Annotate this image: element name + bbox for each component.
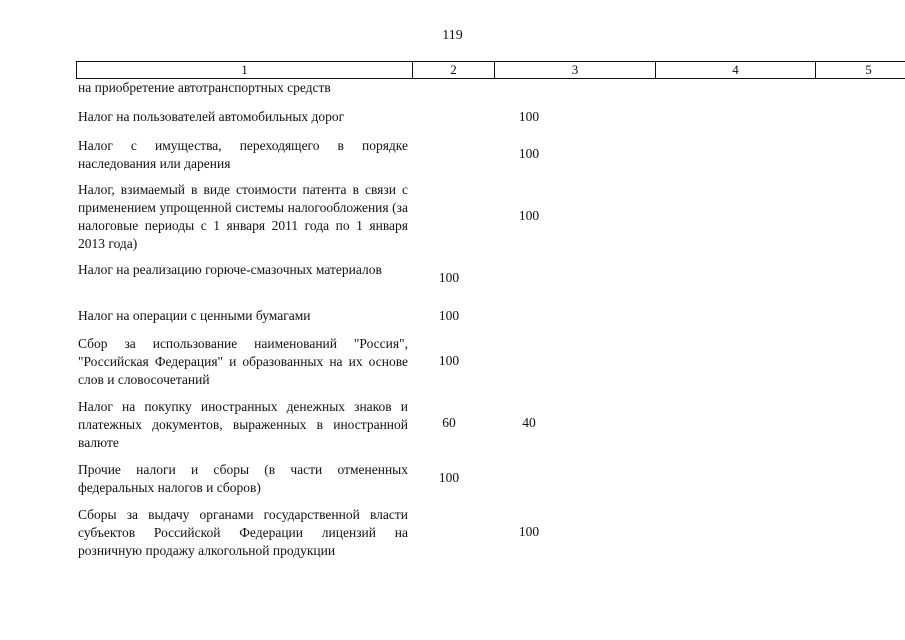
header-col-3: 3 [495,62,656,78]
row-col3: 100 [518,109,540,124]
row-name: Налог с имущества, переходящего в порядке наследования или дарения [78,138,408,171]
table-header [76,61,905,79]
header-col-4: 4 [656,62,816,78]
row-col3: 100 [518,146,540,161]
row-name: Налог на операции с ценными бумагами [78,308,311,323]
header-col-5: 5 [865,62,872,77]
row-col3: 100 [518,208,540,223]
row-col2: 100 [438,270,460,285]
row-col2: 60 [442,415,456,430]
row-name: Налог, взимаемый в виде стоимости патента в связи с применением упрощенной системы налогообложения (за налоговые периоды с 1 января 2011 года по 1 января 2013 года) [78,182,408,251]
row-name: Сборы за выдачу органами государственной власти субъектов Российской Федерации лицензий на розничную продажу алкогольной продукции [78,507,408,558]
row-name: Налог на реализацию горюче-смазочных материалов [78,262,382,277]
page-number: 119 [442,28,463,43]
row-name: Налог на покупку иностранных денежных знаков и платежных документов, выраженных в иностранной валюте [78,399,408,450]
header-col-1: 1 [77,62,413,78]
row-name: Налог на пользователей автомобильных дорог [78,109,345,124]
row-col2: 100 [438,308,460,323]
header-col-2: 2 [413,62,495,78]
row-col3: 100 [518,524,540,539]
row-col3: 40 [522,415,536,430]
row-col2: 100 [438,353,460,368]
row-col2: 100 [438,470,460,485]
continuation-text: на приобретение автотранспортных средств [78,80,331,95]
row-name: Прочие налоги и сборы (в части отмененных федеральных налогов и сборов) [78,462,408,495]
row-name: Сбор за использование наименований "Россия", "Российская Федерация" и образованных на их основе слов и словосочетаний [78,336,408,387]
